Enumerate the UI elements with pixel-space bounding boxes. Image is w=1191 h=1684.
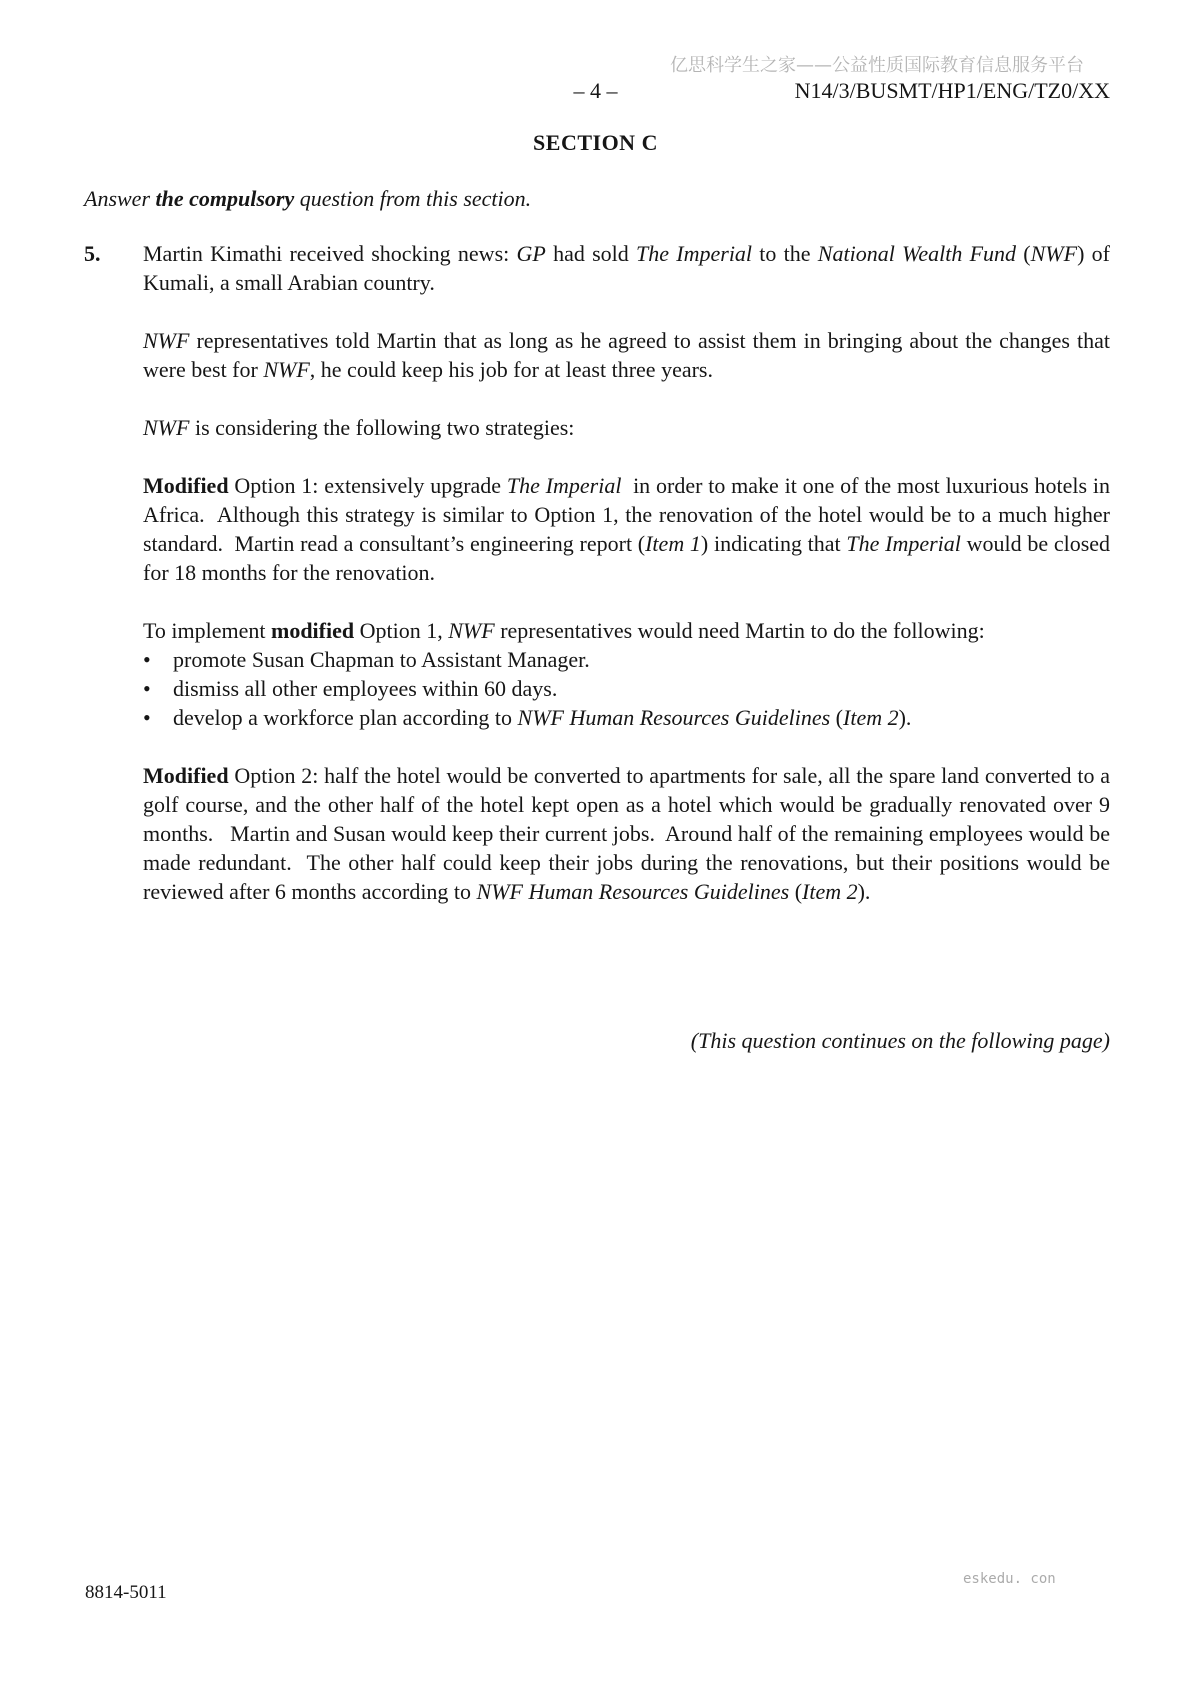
page-number: – 4 – <box>573 78 618 103</box>
bullet-list <box>143 645 1110 732</box>
bullet-text: promote Susan Chapman to Assistant Manager. <box>173 647 590 672</box>
question-5 <box>84 239 1110 906</box>
bullet-item-promote <box>143 645 1110 674</box>
paragraph-option-1-requirements-lead: To implement modified Option 1, NWF representatives would need Martin to do the following: <box>143 618 985 643</box>
paragraph-modified-option-2: Modified Option 2: half the hotel would be converted to apartments for sale, all the spare land converted to a golf course, and the other half of the hotel kept open as a hotel which would be gradually renovated over 9 months. Martin and Susan would keep their current jobs. Around half of the remaining employees would be made redundant. The other half could keep their jobs during the renovations, but their positions would be reviewed after 6 months according to NWF Human Resources Guidelines (Item 2). <box>143 763 1110 904</box>
bullet-icon: • <box>143 705 151 730</box>
exam-code: N14/3/BUSMT/HP1/ENG/TZ0/XX <box>794 78 1110 103</box>
continuation-note: (This question continues on the following page) <box>690 1028 1110 1053</box>
paragraph-nwf-offer: NWF representatives told Martin that as long as he agreed to assist them in bringing about the changes that were best for NWF, he could keep his job for at least three years. <box>143 328 1110 382</box>
section-title: SECTION C <box>533 130 658 155</box>
footer-watermark-text: eskedu. con <box>963 1571 1056 1587</box>
question-content <box>84 184 1110 906</box>
section-instruction: Answer the compulsory question from this section. <box>84 186 532 211</box>
bullet-item-workforce-plan <box>143 703 1110 732</box>
bullet-icon: • <box>143 676 151 701</box>
paragraph-modified-option-1: Modified Option 1: extensively upgrade The Imperial in order to make it one of the most luxurious hotels in Africa. Although this strategy is similar to Option 1, the renovation of the hotel would be to a much higher standard. Martin read a consultant’s engineering report (Item 1) indicating that The Imperial would be closed for 18 months for the renovation. <box>143 473 1111 585</box>
bullet-item-dismiss <box>143 674 1110 703</box>
bullet-icon: • <box>143 647 151 672</box>
paragraph-strategies-lead: NWF is considering the following two strategies: <box>143 415 575 440</box>
question-body <box>143 239 1110 906</box>
question-number: 5. <box>84 241 101 266</box>
bullet-text: dismiss all other employees within 60 days. <box>173 676 558 701</box>
bullet-text: develop a workforce plan according to NWF Human Resources Guidelines (Item 2). <box>173 705 912 730</box>
footer-document-code: 8814-5011 <box>85 1582 167 1603</box>
paragraph-intro: Martin Kimathi received shocking news: GP had sold The Imperial to the National Wealth Fund (NWF) of Kumali, a small Arabian country. <box>143 241 1110 295</box>
header-watermark-text: 亿思科学生之家——公益性质国际教育信息服务平台 <box>670 55 1084 76</box>
